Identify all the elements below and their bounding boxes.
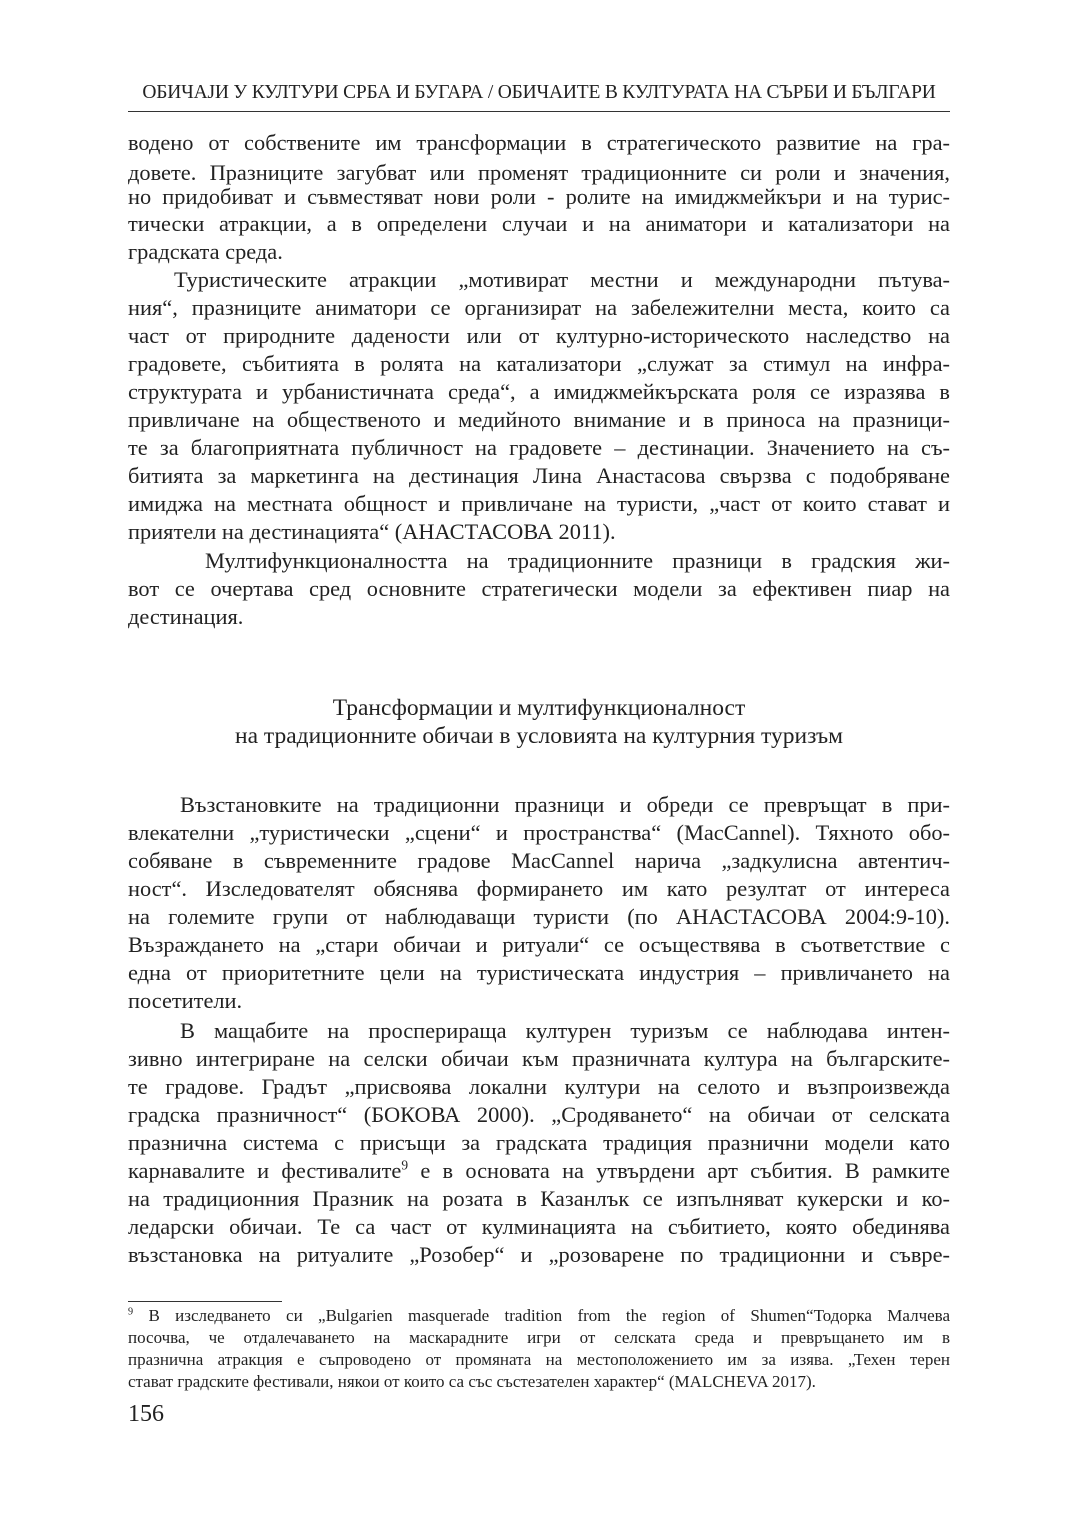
paragraph-5-line: те градове. Градът „присвоява локални култури на селото и възпроизвежда: [128, 1074, 950, 1099]
paragraph-2-line: част от природните дадености или от културно-историческото наследство на: [128, 323, 950, 348]
paragraph-2-line: те за благоприятната публичност на градовете – дестинации. Значението на съ-: [128, 435, 950, 460]
paragraph-5-line: В мащабите на просперираща културен туризъм се наблюдава интен-: [180, 1018, 950, 1043]
footnote-ref-marker[interactable]: 9: [401, 1157, 409, 1173]
paragraph-4-line: една от приоритетните цели на туристическата индустрия – привличането на: [128, 960, 950, 985]
paragraph-2-line: ния“, празниците аниматори се организират на забележителни места, които са: [128, 295, 950, 320]
footnote-line: празнична атракция е съпроводено от промяната на местоположението им за изява. „Техен терен: [128, 1350, 950, 1369]
paragraph-5-line: на традиционния Празник на розата в Казанлък се изпълняват кукерски и ко-: [128, 1186, 950, 1211]
paragraph-5-line: възстановка на ритуалите „Розобер“ и „розоварене по традиционни и съвре-: [128, 1242, 950, 1267]
footnote-number: 9: [128, 1306, 134, 1318]
paragraph-4-line: собяване в съвременните градове MacCannel нарича „задкулисна автентич-: [128, 848, 950, 873]
paragraph-4-line: посетители.: [128, 988, 243, 1013]
paragraph-2-line: приятели на дестинацията“ (АНАСТАСОВА 2011).: [128, 519, 616, 544]
paragraph-5-line: празнична система с присъщи за градската традиция празнични модели като: [128, 1130, 950, 1155]
paragraph-4-line: на големите групи от наблюдаващи туристи (по АНАСТАСОВА 2004:9-10).: [128, 904, 950, 929]
paragraph-4-line: влекателни „туристически „сцени“ и пространства“ (MacCannel). Тяхното обо-: [128, 820, 950, 845]
paragraph-5-text: е в основата на утвърдени арт събития. В рамките: [420, 1158, 950, 1183]
paragraph-4-line: ност“. Изследователят обяснява формирането им като резултат от интереса: [128, 876, 950, 901]
running-header: ОБИЧАЈИ У КУЛТУРИ СРБА И БУГАРА / ОБИЧАИТЕ В КУЛТУРАТА НА СЪРБИ И БЪЛГАРИ: [142, 82, 936, 103]
paragraph-1-line: довете. Празниците загубват или променят традиционните си роли и значения,: [128, 160, 950, 185]
paragraph-1-line: градската среда.: [128, 239, 283, 264]
footnote-line: [128, 1305, 950, 1327]
header-rule: [128, 111, 950, 112]
paragraph-2-line: градовете, събитията в ролята на катализатори „служат за стимул на инфра-: [128, 351, 950, 376]
paragraph-2-line: битията за маркетинга на дестинация Лина Анастасова свързва с подобряване: [128, 463, 950, 488]
paragraph-5-line: ледарски обичаи. Те са част от кулминацията на събитието, която обединява: [128, 1214, 950, 1239]
paragraph-4-line: Възраждането на „стари обичаи и ритуали“ се осъществява в съответствие с: [128, 932, 950, 957]
paragraph-5-text: карнавалите и фестивалите: [128, 1158, 402, 1183]
paragraph-2-line: Туристическите атракции „мотивират местни и международни пътува-: [174, 267, 950, 292]
paragraph-2-line: структурата и урбанистичната среда“, а имиджмейкърската роля се изразява в: [128, 379, 950, 404]
paragraph-5-line: зивно интегриране на селски обичаи към празничната култура на българските-: [128, 1046, 950, 1071]
paragraph-1-line: тически атракции, а в определени случаи и на аниматори и катализатори на: [128, 211, 950, 236]
paragraph-2-line: имиджа на местната общност и привличане на туристи, „част от които стават и: [128, 491, 950, 516]
paragraph-3-line: Мултифункционалността на традиционните празници в градския жи-: [205, 548, 950, 573]
footnote-line: стават градските фестивали, някои от които са със състезателен характер“ (MALCHEVA 2017).: [128, 1372, 816, 1391]
paragraph-5-line: [128, 1156, 950, 1186]
section-heading-line-1: Трансформации и мултифункционалност: [332, 695, 746, 721]
paragraph-1-line: водено от собствените им трансформации в стратегическото развитие на гра-: [128, 130, 950, 155]
page-number: 156: [128, 1401, 164, 1427]
footnote-line: посочва, че отдалечаването на маскарадните игри от селската среда и превръщането им в: [128, 1328, 950, 1347]
paragraph-2-line: привличане на общественото и медийното внимание и в приноса на празници-: [128, 407, 950, 432]
section-heading-line-2: на традиционните обичаи в условията на културния туризъм: [235, 723, 843, 749]
footnote-text: В изследването си „Bulgarien masquerade tradition from the region of Shumen“Тодорка Малчева: [148, 1306, 951, 1325]
paragraph-5-line: градска празничност“ (БОКОВА 2000). „Сродяването“ на обичаи от селската: [128, 1102, 950, 1127]
paragraph-3-line: дестинация.: [128, 604, 244, 629]
paragraph-1-line: но придобиват и съвместяват нови роли - ролите на имиджмейкъри и на турис-: [128, 184, 950, 209]
footnote-rule: [128, 1301, 282, 1302]
paragraph-3-line: вот се очертава сред основните стратегически модели за ефективен пиар на: [128, 576, 950, 601]
paragraph-4-line: Възстановките на традиционни празници и обреди се превръщат в при-: [180, 792, 950, 817]
